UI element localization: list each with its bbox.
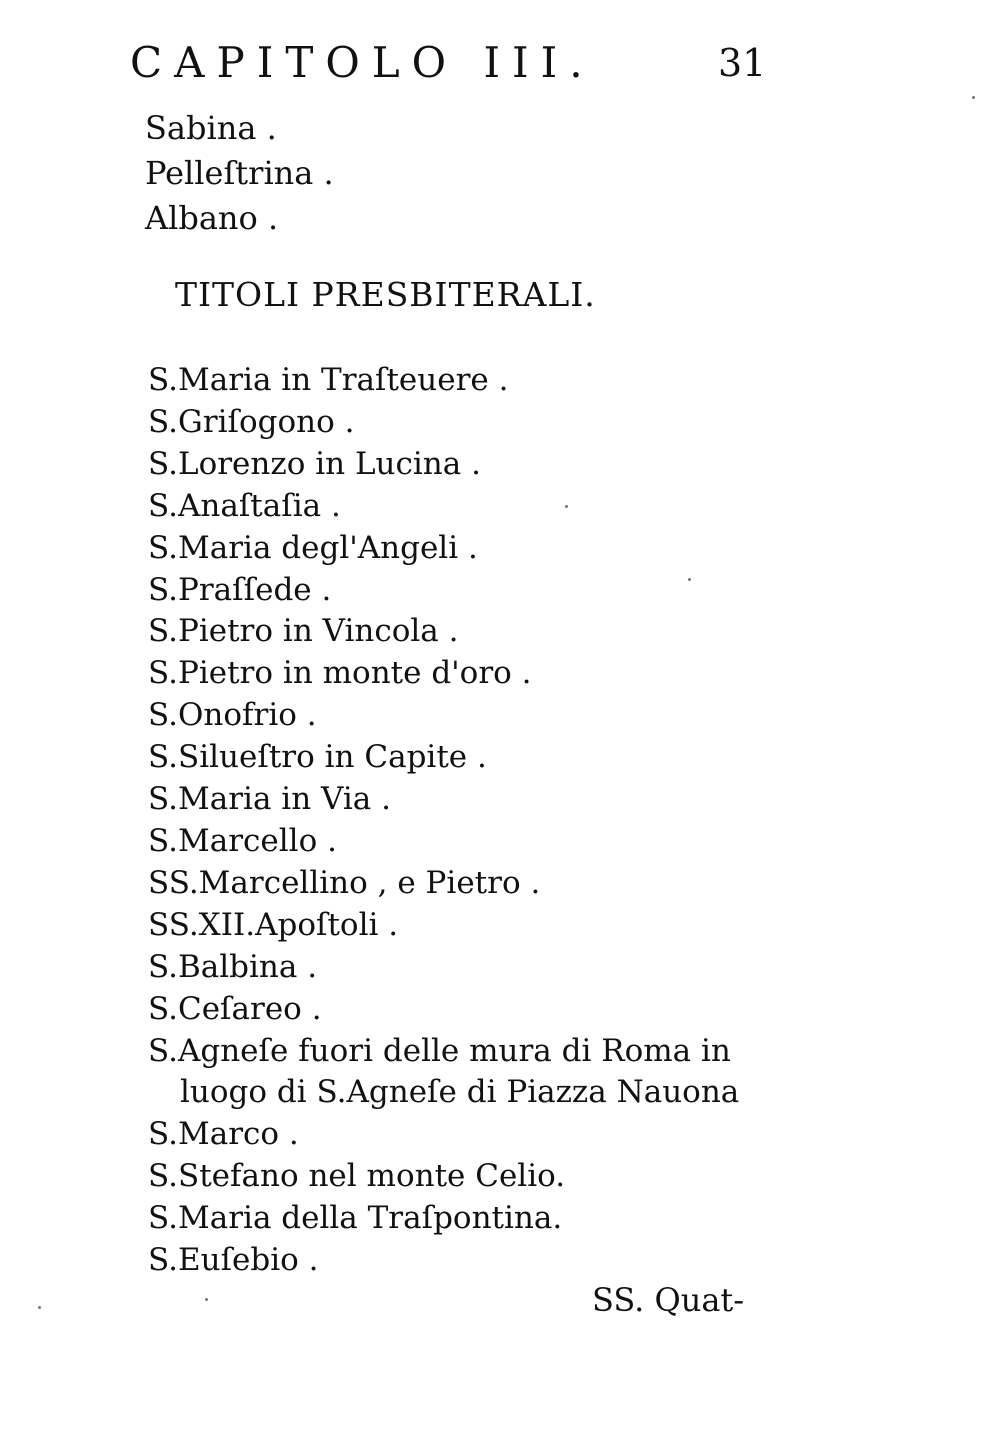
- paper-speck: [38, 1306, 41, 1309]
- list-item: S.Maria in Via .: [148, 781, 391, 818]
- list-item: S.Silueſtro in Capite .: [148, 739, 487, 776]
- list-item: S.Maria in Traſteuere .: [148, 362, 509, 398]
- paper-speck: [688, 578, 691, 581]
- list-item: S.Balbina .: [148, 948, 318, 985]
- list-item: S.Lorenzo in Lucina .: [148, 445, 481, 482]
- list-item: S.Griſogono .: [148, 403, 355, 440]
- titles-list: [148, 360, 768, 1282]
- list-item: S.Maria degl'Angeli .: [148, 529, 478, 566]
- running-head: CAPITOLO III.: [130, 38, 595, 87]
- page-number: 31: [718, 41, 767, 85]
- list-item: S.Marcello .: [148, 822, 337, 859]
- paper-speck: [205, 1298, 208, 1301]
- list-item: S.Stefano nel monte Celio.: [148, 1158, 566, 1195]
- section-heading: TITOLI PRESBITERALI.: [175, 275, 596, 314]
- list-item: S.Ceſareo .: [148, 990, 322, 1027]
- list-item: S.Anaſtaſia .: [148, 487, 341, 524]
- list-item: Albano .: [145, 199, 279, 237]
- list-item: SS.Marcellino , e Pietro .: [148, 864, 541, 901]
- list-item-continuation: luogo di S.Agneſe di Piazza Nauona: [180, 1074, 740, 1111]
- list-item: SS.XII.Apoſtoli .: [148, 906, 399, 943]
- list-item: S.Onofrio .: [148, 697, 317, 734]
- paper-speck: [565, 505, 568, 508]
- suburbicarian-list: [145, 106, 334, 241]
- list-item: S.Maria della Traſpontina.: [148, 1200, 563, 1237]
- list-item: S.Praſſede .: [148, 571, 332, 608]
- list-item: S.Agneſe fuori delle mura di Roma in: [148, 1032, 731, 1069]
- list-item: S.Pietro in Vincola .: [148, 613, 459, 650]
- list-item: Pelleſtrina .: [145, 154, 334, 192]
- paper-speck: [972, 96, 975, 99]
- list-item: S.Euſebio .: [148, 1242, 319, 1279]
- list-item: S.Pietro in monte d'oro .: [148, 655, 532, 692]
- list-item: S.Marco .: [148, 1116, 299, 1153]
- catchword: SS. Quat-: [592, 1281, 745, 1319]
- list-item: Sabina .: [145, 109, 277, 147]
